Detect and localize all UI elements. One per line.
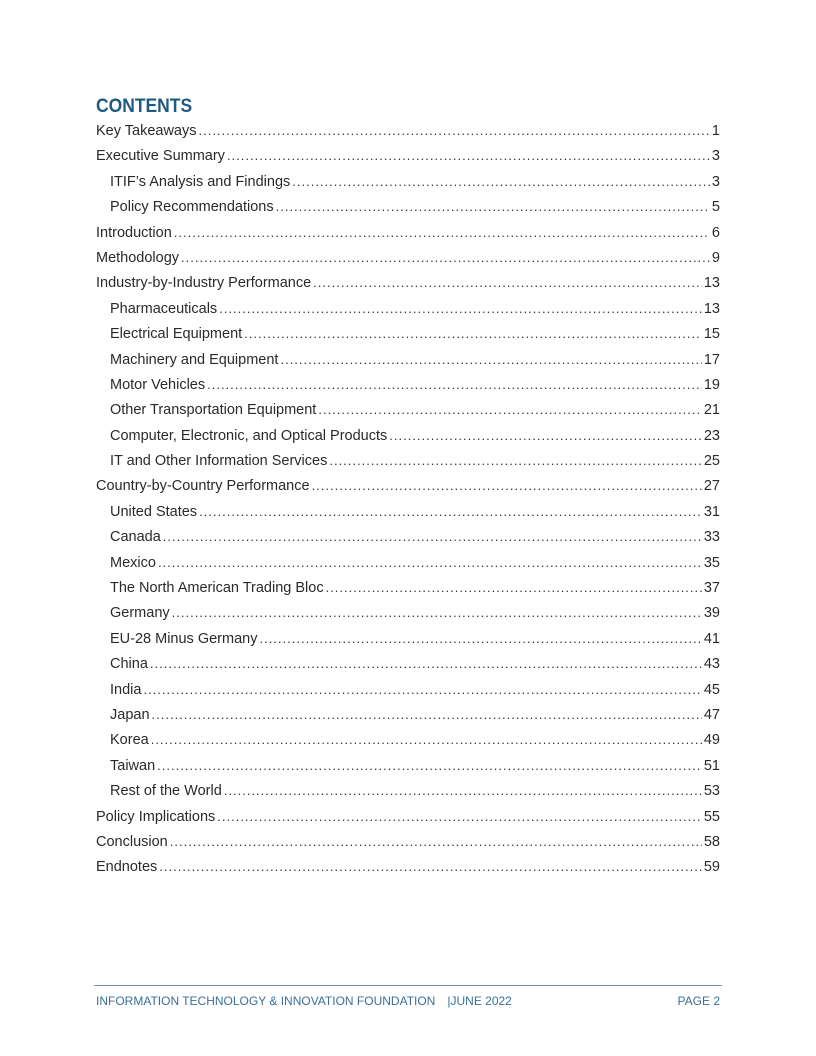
dot-leader [326, 575, 702, 600]
toc-entry-title[interactable]: Rest of the World [110, 783, 222, 800]
toc-entry-page[interactable]: 25 [703, 453, 720, 470]
toc-entry-title[interactable]: Key Takeaways [96, 123, 197, 139]
dot-leader [244, 321, 702, 346]
dot-leader [276, 194, 710, 219]
toc-entry-page[interactable]: 27 [703, 478, 720, 495]
dot-leader [158, 550, 702, 575]
toc-entry-title[interactable]: Japan [110, 706, 150, 723]
toc-entry-title[interactable]: Canada [110, 529, 161, 546]
dot-leader [163, 524, 702, 549]
dot-leader [157, 753, 702, 778]
dot-leader [181, 245, 710, 270]
toc-entry-title[interactable]: China [110, 656, 148, 673]
toc-entry[interactable] [96, 397, 720, 422]
footer-separator: | [447, 994, 451, 1008]
toc-entry-page[interactable]: 49 [703, 732, 720, 749]
dot-leader [389, 423, 702, 448]
toc-entry[interactable] [96, 372, 720, 397]
toc-entry[interactable] [96, 296, 720, 321]
toc-entry-title[interactable]: Conclusion [96, 833, 168, 850]
toc-entry-page[interactable]: 9 [711, 249, 720, 266]
toc-entry[interactable] [96, 575, 720, 600]
toc-entry[interactable] [96, 804, 720, 829]
dot-leader [143, 677, 701, 702]
toc-entry-title[interactable]: Machinery and Equipment [110, 351, 279, 368]
toc-entry[interactable] [96, 829, 720, 854]
toc-entry-title[interactable]: Germany [110, 605, 170, 622]
footer-divider [94, 985, 722, 986]
page-footer [96, 994, 720, 1008]
toc-entry-title[interactable]: Policy Implications [96, 808, 216, 825]
toc-entry-page[interactable]: 23 [703, 427, 720, 444]
toc-entry[interactable] [96, 651, 720, 676]
toc-entry-page[interactable]: 13 [703, 300, 720, 317]
toc-entry-page[interactable]: 47 [703, 706, 720, 723]
toc-entry-title[interactable]: India [110, 681, 142, 698]
dot-leader [170, 829, 702, 854]
toc-entry[interactable] [96, 702, 720, 727]
toc-entry[interactable] [96, 499, 720, 524]
toc-entry[interactable] [96, 524, 720, 549]
toc-entry-page[interactable]: 33 [703, 529, 720, 546]
dot-leader [219, 296, 702, 321]
dot-leader [292, 169, 710, 194]
toc-entry-page[interactable]: 58 [703, 833, 720, 850]
toc-entry-page[interactable]: 3 [711, 148, 720, 165]
toc-entry[interactable] [96, 118, 720, 143]
toc-entry-page[interactable]: 53 [703, 783, 720, 800]
toc-entry[interactable] [96, 220, 720, 245]
toc-entry-page[interactable]: 41 [703, 630, 720, 647]
dot-leader [259, 626, 701, 651]
toc-entry-title[interactable]: Industry-by-Industry Performance [96, 275, 312, 292]
toc-entry-title[interactable]: Other Transportation Equipment [110, 402, 317, 419]
dot-leader [172, 600, 702, 625]
toc-entry-page[interactable]: 35 [703, 554, 720, 571]
dot-leader [199, 499, 702, 524]
dot-leader [227, 143, 710, 168]
toc-entry[interactable] [96, 778, 720, 803]
toc-entry-page[interactable]: 1 [711, 123, 720, 139]
toc-entry-title[interactable]: Computer, Electronic, and Optical Products [110, 427, 388, 444]
toc-entry-page[interactable]: 17 [703, 351, 720, 368]
toc-entry-title[interactable]: Mexico [110, 554, 156, 571]
toc-entry-page[interactable]: 5 [711, 199, 720, 216]
toc-entry[interactable] [96, 423, 720, 448]
toc-entry-page[interactable]: 21 [703, 402, 720, 419]
toc-entry-title[interactable]: Methodology [96, 249, 180, 266]
toc-entry[interactable] [96, 143, 720, 168]
toc-entry-title[interactable]: EU-28 Minus Germany [110, 630, 258, 647]
dot-leader [159, 854, 702, 879]
toc-entry[interactable] [96, 550, 720, 575]
toc-entry-page[interactable]: 13 [703, 275, 720, 292]
contents-heading: CONTENTS [96, 96, 193, 117]
dot-leader [318, 397, 702, 422]
dot-leader [280, 347, 701, 372]
toc-entry-page[interactable]: 37 [703, 580, 720, 597]
toc-entry-title[interactable]: United States [110, 503, 198, 520]
dot-leader [217, 804, 702, 829]
toc-entry[interactable] [96, 600, 720, 625]
toc-entry[interactable] [96, 473, 720, 498]
toc-entry[interactable] [96, 194, 720, 219]
dot-leader [312, 473, 702, 498]
toc-entry[interactable] [96, 626, 720, 651]
toc-entry-title[interactable]: Policy Recommendations [110, 199, 274, 216]
toc-entry[interactable] [96, 321, 720, 346]
toc-entry[interactable] [96, 753, 720, 778]
toc-entry-page[interactable]: 6 [711, 224, 720, 241]
toc-entry-title[interactable]: Motor Vehicles [110, 376, 206, 393]
footer-organization: INFORMATION TECHNOLOGY & INNOVATION FOUNDATION [96, 994, 436, 1008]
toc-entry-title[interactable]: Taiwan [110, 757, 156, 774]
dot-leader [207, 372, 702, 397]
toc-entry-page[interactable]: 59 [703, 859, 720, 876]
toc-entry-title[interactable]: Executive Summary [96, 148, 225, 165]
toc-entry-title[interactable]: Electrical Equipment [110, 326, 243, 343]
toc-entry-title[interactable]: Introduction [96, 224, 172, 241]
dot-leader [174, 220, 710, 245]
toc-entry-page[interactable]: 15 [703, 326, 720, 343]
toc-entry[interactable] [96, 270, 720, 295]
toc-entry[interactable] [96, 854, 720, 879]
dot-leader [313, 270, 702, 295]
toc-entry-page[interactable]: 45 [703, 681, 720, 698]
dot-leader [224, 778, 702, 803]
toc-entry-title[interactable]: Pharmaceuticals [110, 300, 218, 317]
toc-entry-page[interactable]: 39 [703, 605, 720, 622]
toc-entry-title[interactable]: Endnotes [96, 859, 158, 876]
footer-date: JUNE 2022 [450, 994, 512, 1008]
toc-entry-page[interactable]: 19 [703, 376, 720, 393]
toc-entry-title[interactable]: IT and Other Information Services [110, 453, 328, 470]
toc-entry-title[interactable]: The North American Trading Bloc [110, 580, 324, 597]
toc-entry[interactable] [96, 169, 720, 194]
toc-entry[interactable] [96, 677, 720, 702]
dot-leader [150, 651, 702, 676]
toc-entry[interactable] [96, 727, 720, 752]
dot-leader [198, 118, 709, 143]
footer-page-number: PAGE 2 [677, 994, 720, 1008]
footer-left [96, 994, 512, 1008]
dot-leader [151, 727, 702, 752]
toc-entry[interactable] [96, 245, 720, 270]
dot-leader [152, 702, 702, 727]
table-of-contents [96, 118, 720, 880]
toc-entry[interactable] [96, 347, 720, 372]
toc-entry-page[interactable]: 31 [703, 503, 720, 520]
dot-leader [329, 448, 702, 473]
toc-entry-page[interactable]: 55 [703, 808, 720, 825]
toc-entry[interactable] [96, 448, 720, 473]
toc-entry-page[interactable]: 43 [703, 656, 720, 673]
toc-entry-title[interactable]: Country-by-Country Performance [96, 478, 310, 495]
toc-entry-page[interactable]: 51 [703, 757, 720, 774]
toc-entry-title[interactable]: Korea [110, 732, 149, 749]
toc-entry-page[interactable]: 3 [711, 173, 720, 190]
toc-entry-title[interactable]: ITIF’s Analysis and Findings [110, 173, 291, 190]
